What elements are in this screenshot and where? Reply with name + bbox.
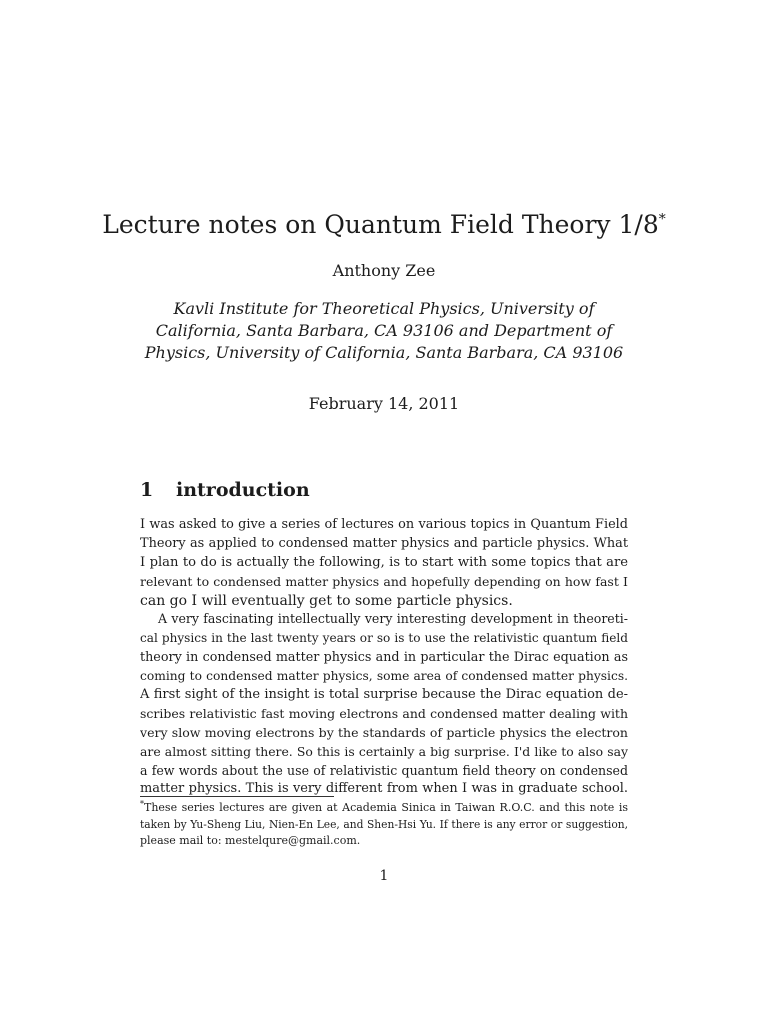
paragraph-1 [140, 516, 628, 610]
page-number: 1 [379, 868, 389, 884]
text-line: coming to condensed matter physics, some area of condensed matter physics. [140, 669, 628, 684]
text-line: very slow moving electrons by the standards of particle physics the electron [140, 724, 628, 740]
footnote-line [140, 800, 628, 817]
section-heading [140, 476, 310, 504]
paper-title [0, 208, 768, 242]
footnote-text: These series lectures are given at Academia Sinica in Taiwan R.O.C. and this note is [144, 801, 628, 814]
footnote-line: taken by Yu-Sheng Liu, Nien-En Lee, and Shen-Hsi Yu. If there is any error or suggestion, [140, 817, 628, 831]
title-footnote-mark: * [658, 211, 666, 228]
text-line: I plan to do is actually the following, is to start with some topics that are [140, 554, 628, 570]
paper-title-text: Lecture notes on Quantum Field Theory 1/8 [102, 210, 659, 239]
text-line: are almost sitting there. So this is certainly a big surprise. I'd like to also say [140, 743, 628, 759]
footnote [140, 800, 628, 850]
affiliation [140, 298, 628, 364]
section-number: 1 [140, 479, 154, 501]
text-line: scribes relativistic fast moving electrons and condensed matter dealing with [140, 705, 628, 721]
section-title: introduction [176, 479, 310, 501]
body-text [140, 516, 628, 799]
text-line: can go I will eventually get to some particle physics. [140, 592, 513, 609]
text-line: matter physics. This is very different from when I was in graduate school. [140, 781, 628, 797]
text-line: Theory as applied to condensed matter physics and particle physics. What [140, 535, 628, 551]
text-line: theory in condensed matter physics and in particular the Dirac equation as [140, 649, 628, 665]
paragraph-2 [140, 610, 628, 799]
footnote-line: please mail to: mestelqure@gmail.com. [140, 834, 361, 847]
affiliation-line: California, Santa Barbara, CA 93106 and Department of [155, 321, 613, 340]
footnote-rule [140, 796, 334, 797]
text-line: relevant to condensed matter physics and hopefully depending on how fast I [140, 573, 628, 589]
text-line: cal physics in the last twenty years or so is to use the relativistic quantum field [140, 631, 628, 646]
text-line: A first sight of the insight is total surprise because the Dirac equation de- [140, 687, 628, 703]
paper-date: February 14, 2011 [308, 394, 460, 413]
text-line: A very fascinating intellectually very interesting development in theoreti- [158, 611, 628, 627]
author-name: Anthony Zee [332, 261, 436, 280]
text-line: I was asked to give a series of lectures on various topics in Quantum Field [140, 517, 628, 532]
affiliation-line: Kavli Institute for Theoretical Physics, University of [173, 299, 595, 318]
affiliation-line: Physics, University of California, Santa Barbara, CA 93106 [144, 343, 624, 362]
text-line: a few words about the use of relativistic quantum field theory on condensed [140, 762, 628, 778]
footnote-mark: * [140, 800, 144, 809]
